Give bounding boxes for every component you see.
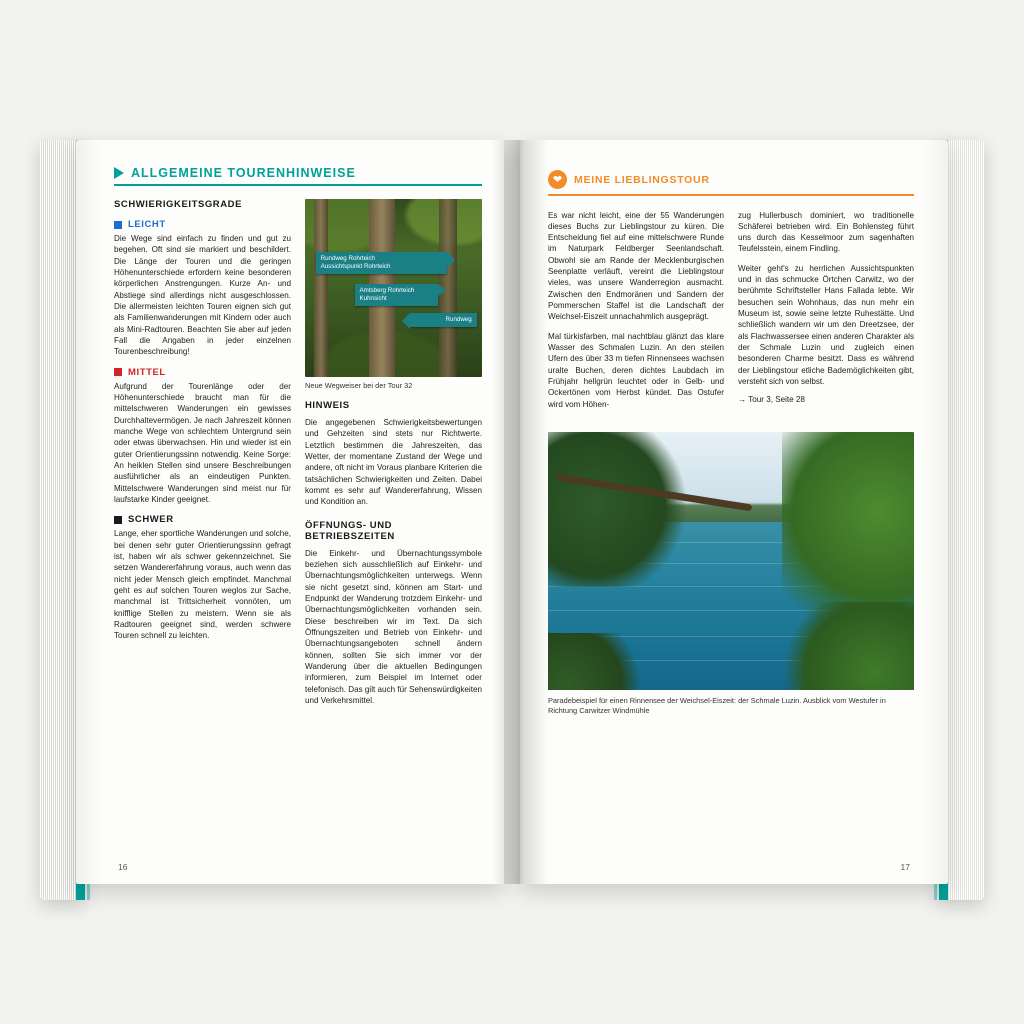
signpost-sign-2-line-2: Kuhnsicht: [359, 295, 387, 303]
level-text-hard: Lange, eher sportliche Wanderungen und solche, bei denen sehr guter Orientierungssinn gefragt ist, haben wir als schwer gekennzeichnet. Sie setzen Wandererfahrung voraus, auch wenn das nicht jeder Mensch gleich empfindet. Manchmal geht es auf solchen Touren weglos zur Sache, manchmal ist Trittsicherheit vonnöten, um knifflige Stellen zu meistern. Wenn sie als Radtouren geeignet sind, werden schwere Touren schnell zu leichten.: [114, 529, 291, 641]
signpost-sign-1-line-2: Aussichtspunkt Rohrteich: [320, 263, 391, 271]
section-rule: [114, 184, 482, 186]
square-black-icon: [114, 516, 122, 524]
section-header: [114, 166, 482, 180]
lake-photo: [548, 432, 914, 690]
square-blue-icon: [114, 221, 122, 229]
signpost-photo-caption: Neue Wegweiser bei der Tour 32: [305, 381, 413, 390]
lake-photo-caption: Paradebeispiel für einen Rinnensee der Weichsel-Eiszeit: der Schmale Luzin. Ausblick vom Westufer in Richtung Carwitzer Windmühle: [548, 696, 886, 716]
difficulty-level-easy: [114, 219, 291, 230]
level-text-easy: Die Wege sind einfach zu finden und gut zu begehen. Oft sind sie markiert und beschildert. Die Länge der Touren und die geringen Höhenunterschiede erfordern keine besonderen körperlichen Anstrengungen. Kurze An- und Abstiege sind allerdings nicht ausgeschlossen. Die allermeisten leichten Touren eignen sich gut als Familienwanderungen mit Kindern oder auch als Mini-Radtouren. Beachten Sie aber auf jeden Fall die Angaben in jeder einzelnen Tourenbeschreibung!: [114, 234, 291, 357]
signpost-sign-2-line-1: Amtsberg Rohrteich: [359, 287, 415, 295]
left-column-2: [305, 199, 482, 714]
difficulty-level-hard: [114, 514, 291, 525]
signpost-sign-1: [316, 252, 447, 274]
hinweis-text: Die angegebenen Schwierigkeitsbewertungen und Gehzeiten sind stets nur Richtwerte. Letztlich bestimmen die Jahreszeiten, das Wetter, der momentane Zustand der Wege und andere, oft nicht im Voraus planbare Kriterien die tatsächlichen Schwierigkeiten und Zeiten. Dabei kommt es sehr auf Wandererfahrung, Wissen und Kondition an.: [305, 417, 482, 507]
page-number-left: 16: [118, 862, 128, 872]
favorite-tour-title: MEINE LIEBLINGSTOUR: [574, 173, 710, 186]
left-page: [76, 140, 504, 884]
left-column-1: [114, 199, 291, 714]
signpost-sign-3: [410, 313, 477, 327]
level-text-medium: Aufgrund der Tourenlänge oder der Höhenunterschiede braucht man für die mittelschweren Wanderungen ein gewisses Durchhaltevermögen. Je nach Jahreszeit können manche Wege von schlechtem Untergrund sein oder etwas überwachsen. Hin und wieder ist ein guter Orientierungssinn notwendig. Keine Sorge: An heiklen Stellen sind unsere Beschreibungen ausführlicher als an eindeutigen Punkten. Mittelschwere Wanderungen sind meist nur für laufstarke Kinder geeignet.: [114, 381, 291, 504]
difficulty-level-medium: [114, 367, 291, 378]
intro-paragraph-3: zug Hullerbusch dominiert, wo traditionelle Schäferei betrieben wird. Ein Bohlensteg führt uns durch das Kesselmoor zum sagenhaften Teufelsstein, einem Findling.: [738, 210, 914, 254]
intro-paragraph-4: Weiter geht's zu herrlichen Aussichtspunkten und in das schmucke Örtchen Carwitz, wo der berühmte Schriftsteller Hans Fallada lebte. Wir besuchen sein Wohnhaus, das nun mehr ein Museum ist, sowie seine letzte Ruhestätte. Und schließlich wandern wir um den Dreetzsee, der als Flachwassersee einen anderen Charakter als der Schmale Luzin und zugleich einen besonderen Charme besitzt. Dass es während der Lieblingstour etliche Bademöglichkeiten gibt, versteht sich von selbst.: [738, 263, 914, 387]
oeffnungszeiten-text: Die Einkehr- und Übernachtungssymbole beziehen sich ausschließlich auf Einkehr- und Übernachtungsmöglichkeiten unterwegs. Wenn sie nicht gesetzt sind, können am Start- und Endpunkt der Wanderung trotzdem Einkehr- und Übernachtungsmöglichkeiten vorhanden sein. Diese beschreiben wir im Text. Da sich Öffnungszeiten und Betrieb von Einkehr- und Übernachtungsangeboten schnell ändern können, sollten Sie sich immer vor der Wanderung über die aktuellen Bedingungen informieren, zum Beispiel im Internet oder telefonisch. Das gilt auch für Sehenswürdigkeiten und Verkehrsmittel.: [305, 548, 482, 705]
triangle-icon: [114, 167, 124, 179]
signpost-sign-3-line-1: Rundweg: [445, 315, 472, 323]
square-red-icon: [114, 368, 122, 376]
subheading-difficulty: SCHWIERIGKEITSGRADE: [114, 199, 243, 210]
favorite-tour-rule: [548, 194, 914, 196]
signpost-photo: [305, 199, 482, 377]
intro-paragraph-1: Es war nicht leicht, eine der 55 Wanderungen dieses Buchs zur Lieblingstour zu küren. Die Entscheidung fiel auf eine mittelschwere Runde im Naturpark Feldberger Seenlandschaft. Obwohl sie am Rande der Mecklenburgischen Seenplatte verläuft, vereint die Lieblingstour vieles, was unsere Wanderregion ausmacht. Zwischen den Endmoränen und Sandern der Pommerschen Staffel ist die Landschaft der Weichsel-Eiszeit unnachahmlich ausgeprägt.: [548, 210, 724, 322]
right-text-columns: [548, 210, 914, 419]
right-column-1: [548, 210, 724, 419]
signpost-sign-2: [355, 284, 438, 306]
section-title: ALLGEMEINE TOURENHINWEISE: [131, 166, 356, 180]
level-label-easy: LEICHT: [128, 219, 166, 230]
right-column-2: [738, 210, 914, 419]
level-label-hard: SCHWER: [128, 514, 174, 526]
open-book: [40, 140, 984, 900]
favorite-tour-header: [548, 170, 914, 189]
heart-icon: ❤: [548, 170, 567, 189]
tour-reference-link[interactable]: → Tour 3, Seite 28: [738, 395, 805, 405]
right-page: [520, 140, 948, 884]
subheading-hinweis: HINWEIS: [305, 399, 350, 411]
level-label-medium: MITTEL: [128, 366, 166, 378]
intro-paragraph-2: Mal türkisfarben, mal nachtblau glänzt das klare Wasser des Schmalen Luzin. An den steilen Ufern des über 33 m tiefen Rinnensees wachsen uralte Buchen, deren dichtes Laubdach im Frühjahr hellgrün leuchtet oder in Gelb- und Ockertönen vom Herbst kündet. Das Ostufer wird vom Höhen-: [548, 331, 724, 409]
signpost-sign-1-line-1: Rundweg Rohrteich: [320, 255, 375, 263]
page-number-right: 17: [900, 862, 910, 872]
subheading-oeffnungszeiten: ÖFFNUNGS- UND BETRIEBSZEITEN: [305, 519, 395, 542]
